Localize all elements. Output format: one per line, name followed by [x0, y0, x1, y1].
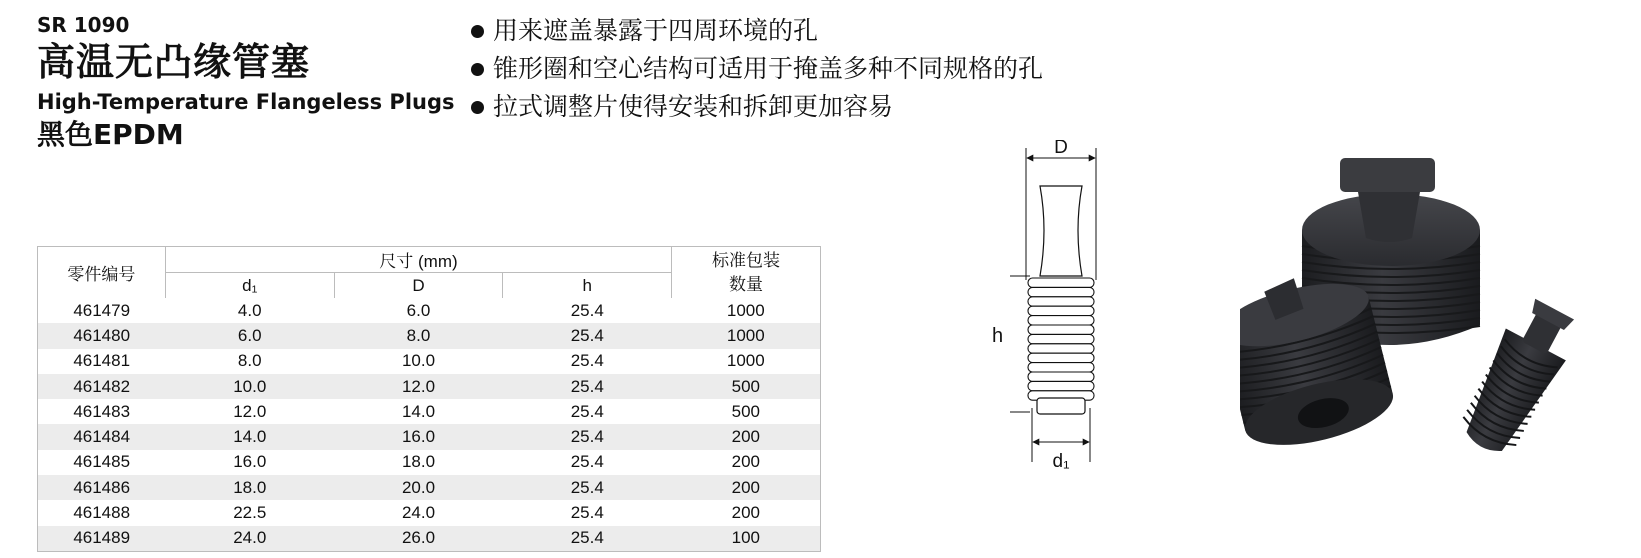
feature-text: 用来遮盖暴露于四周环境的孔 — [493, 16, 819, 45]
table-row — [38, 500, 821, 525]
cell-h: 25.4 — [503, 323, 672, 348]
cell-d1: 10.0 — [165, 374, 334, 399]
rib-outline — [1028, 372, 1094, 381]
cell-pack: 200 — [672, 450, 821, 475]
cell-D: 10.0 — [334, 349, 503, 374]
bullet-icon — [471, 25, 484, 38]
cell-part: 461489 — [38, 526, 166, 552]
rib-outline — [1028, 381, 1094, 390]
rib-outline — [1028, 353, 1094, 362]
cell-D: 24.0 — [334, 500, 503, 525]
table-row — [38, 349, 821, 374]
cell-part: 461483 — [38, 399, 166, 424]
cell-h: 25.4 — [503, 399, 672, 424]
table-row — [38, 526, 821, 552]
cell-pack: 100 — [672, 526, 821, 552]
label-d1: d₁ — [1052, 451, 1070, 472]
cell-h: 25.4 — [503, 349, 672, 374]
label-D: D — [1054, 140, 1068, 158]
cell-d1: 18.0 — [165, 475, 334, 500]
header-pack-qty — [672, 247, 821, 299]
cell-h: 25.4 — [503, 298, 672, 323]
cell-h: 25.4 — [503, 374, 672, 399]
cell-D: 14.0 — [334, 399, 503, 424]
cell-D: 20.0 — [334, 475, 503, 500]
table-row — [38, 298, 821, 323]
cell-part: 461488 — [38, 500, 166, 525]
product-photo — [1240, 150, 1620, 490]
cell-d1: 14.0 — [165, 424, 334, 449]
cell-h: 25.4 — [503, 500, 672, 525]
cell-d1: 16.0 — [165, 450, 334, 475]
cell-part: 461479 — [38, 298, 166, 323]
feature-text: 锥形圈和空心结构可适用于掩盖多种不同规格的孔 — [493, 54, 1044, 83]
spec-table — [37, 246, 821, 552]
header-d1: d₁ — [165, 273, 334, 299]
plug-tab-outline — [1040, 186, 1082, 276]
cell-h: 25.4 — [503, 526, 672, 552]
cell-h: 25.4 — [503, 450, 672, 475]
product-material: 黑色EPDM — [37, 118, 184, 151]
bullet-icon — [471, 63, 484, 76]
cell-pack: 1000 — [672, 349, 821, 374]
table-row — [38, 424, 821, 449]
rib-outline — [1028, 363, 1094, 372]
plug-ribs — [1028, 278, 1094, 400]
cell-D: 18.0 — [334, 450, 503, 475]
rib-outline — [1028, 344, 1094, 353]
table-row — [38, 374, 821, 399]
cell-part: 461485 — [38, 450, 166, 475]
cell-part: 461486 — [38, 475, 166, 500]
cell-pack: 200 — [672, 424, 821, 449]
cell-d1: 6.0 — [165, 323, 334, 348]
cell-D: 26.0 — [334, 526, 503, 552]
cell-h: 25.4 — [503, 424, 672, 449]
table-row — [38, 450, 821, 475]
feature-item — [471, 50, 1043, 88]
product-header — [37, 12, 455, 154]
cell-pack: 200 — [672, 475, 821, 500]
rib-outline — [1028, 325, 1094, 334]
cell-pack: 200 — [672, 500, 821, 525]
cell-d1: 24.0 — [165, 526, 334, 552]
cell-D: 12.0 — [334, 374, 503, 399]
cell-D: 8.0 — [334, 323, 503, 348]
cell-part: 461484 — [38, 424, 166, 449]
rib-outline — [1028, 287, 1094, 296]
product-title-cn: 高温无凸缘管塞 — [37, 40, 311, 84]
feature-list — [471, 12, 1043, 126]
cell-d1: 12.0 — [165, 399, 334, 424]
cell-d1: 4.0 — [165, 298, 334, 323]
header-part-number: 零件编号 — [38, 247, 166, 299]
dimension-diagram — [1010, 140, 1120, 480]
header-D: D — [334, 273, 503, 299]
rib-outline — [1028, 297, 1094, 306]
table-row — [38, 399, 821, 424]
cell-part: 461482 — [38, 374, 166, 399]
table-row — [38, 475, 821, 500]
cell-pack: 1000 — [672, 298, 821, 323]
feature-text: 拉式调整片使得安装和拆卸更加容易 — [493, 92, 894, 121]
bullet-icon — [471, 101, 484, 114]
product-code: SR 1090 — [37, 13, 130, 37]
spec-table-body — [38, 298, 821, 551]
cell-D: 6.0 — [334, 298, 503, 323]
cell-h: 25.4 — [503, 475, 672, 500]
cell-pack: 500 — [672, 399, 821, 424]
cell-pack: 500 — [672, 374, 821, 399]
header-pack-qty-text: 标准包装数量 — [712, 250, 781, 294]
header-size: 尺寸 (mm) — [165, 247, 671, 273]
rib-outline — [1028, 306, 1094, 315]
cell-d1: 22.5 — [165, 500, 334, 525]
rib-outline — [1028, 334, 1094, 343]
feature-item — [471, 12, 1043, 50]
cell-D: 16.0 — [334, 424, 503, 449]
plug-tip-outline — [1037, 398, 1085, 414]
header-h: h — [503, 273, 672, 299]
table-row — [38, 323, 821, 348]
label-h: h — [992, 325, 1004, 347]
label-h-wrap — [990, 320, 1014, 350]
product-title-en: High-Temperature Flangeless Plugs — [37, 90, 455, 114]
cell-part: 461480 — [38, 323, 166, 348]
cell-d1: 8.0 — [165, 349, 334, 374]
cell-part: 461481 — [38, 349, 166, 374]
rib-outline — [1028, 278, 1094, 287]
rib-outline — [1028, 316, 1094, 325]
cell-pack: 1000 — [672, 323, 821, 348]
feature-item — [471, 88, 1043, 126]
